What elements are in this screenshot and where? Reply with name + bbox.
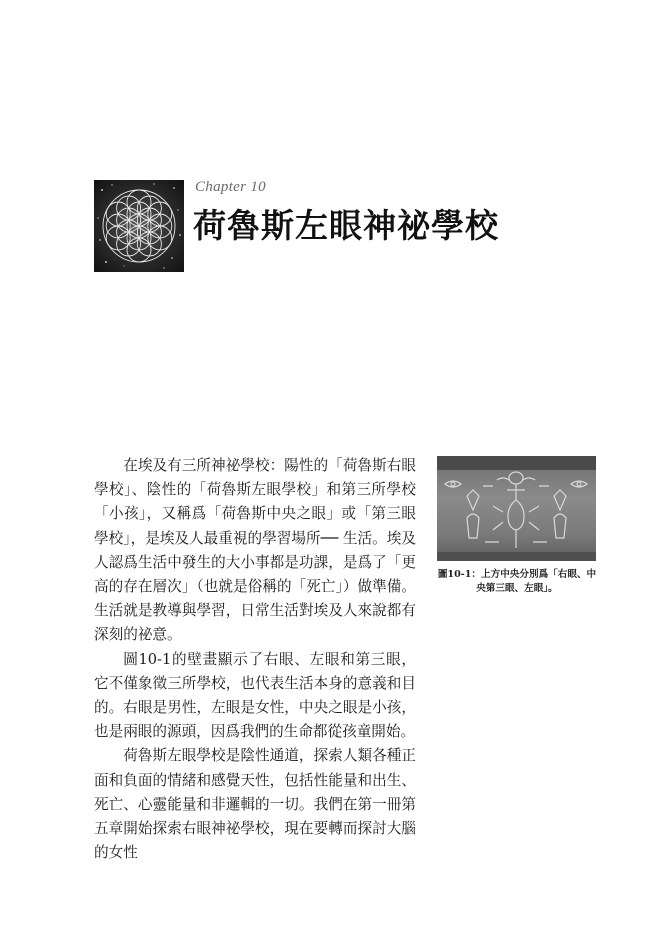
- egyptian-relief-icon: [437, 456, 596, 561]
- paragraph: 荷魯斯左眼學校是陰性通道，探索人類各種正面和負面的情緒和感覺天性，包括性能量和出生、死亡、心靈能量和非邏輯的一切。我們在第一冊第五章開始探索右眼神祕學校，現在要轉而探討大腦的女性: [94, 747, 416, 862]
- chapter-label: Chapter 10: [195, 179, 266, 195]
- figure-caption: 圖10-1：上方中央分別爲「右眼、中央第三眼、左眼」。: [437, 569, 597, 594]
- paragraph: 在埃及有三所神祕學校：陽性的「荷魯斯右眼學校」、陰性的「荷魯斯左眼學校」和第三所學校「小孩」，又稱爲「荷魯斯中央之眼」或「第三眼學校」，是埃及人最重視的學習場所── 生活。埃及人認爲生活中發生的大小事都是功課，是爲了「更高的存在層次」（也就是俗稱的「死亡」）做準備。生活就是教導與學習，日常生活對埃及人來說都有深刻的祕意。: [94, 457, 416, 644]
- body-text: [94, 454, 416, 865]
- chapter-title: 荷魯斯左眼神祕學校: [193, 206, 499, 245]
- flower-of-life-icon: [94, 180, 184, 272]
- paragraph: 圖10-1的壁畫顯示了右眼、左眼和第三眼，它不僅象徵三所學校，也代表生活本身的意義和目的。右眼是男性，左眼是女性，中央之眼是小孩，也是兩眼的源頭，因爲我們的生命都從孩童開始。: [94, 650, 416, 741]
